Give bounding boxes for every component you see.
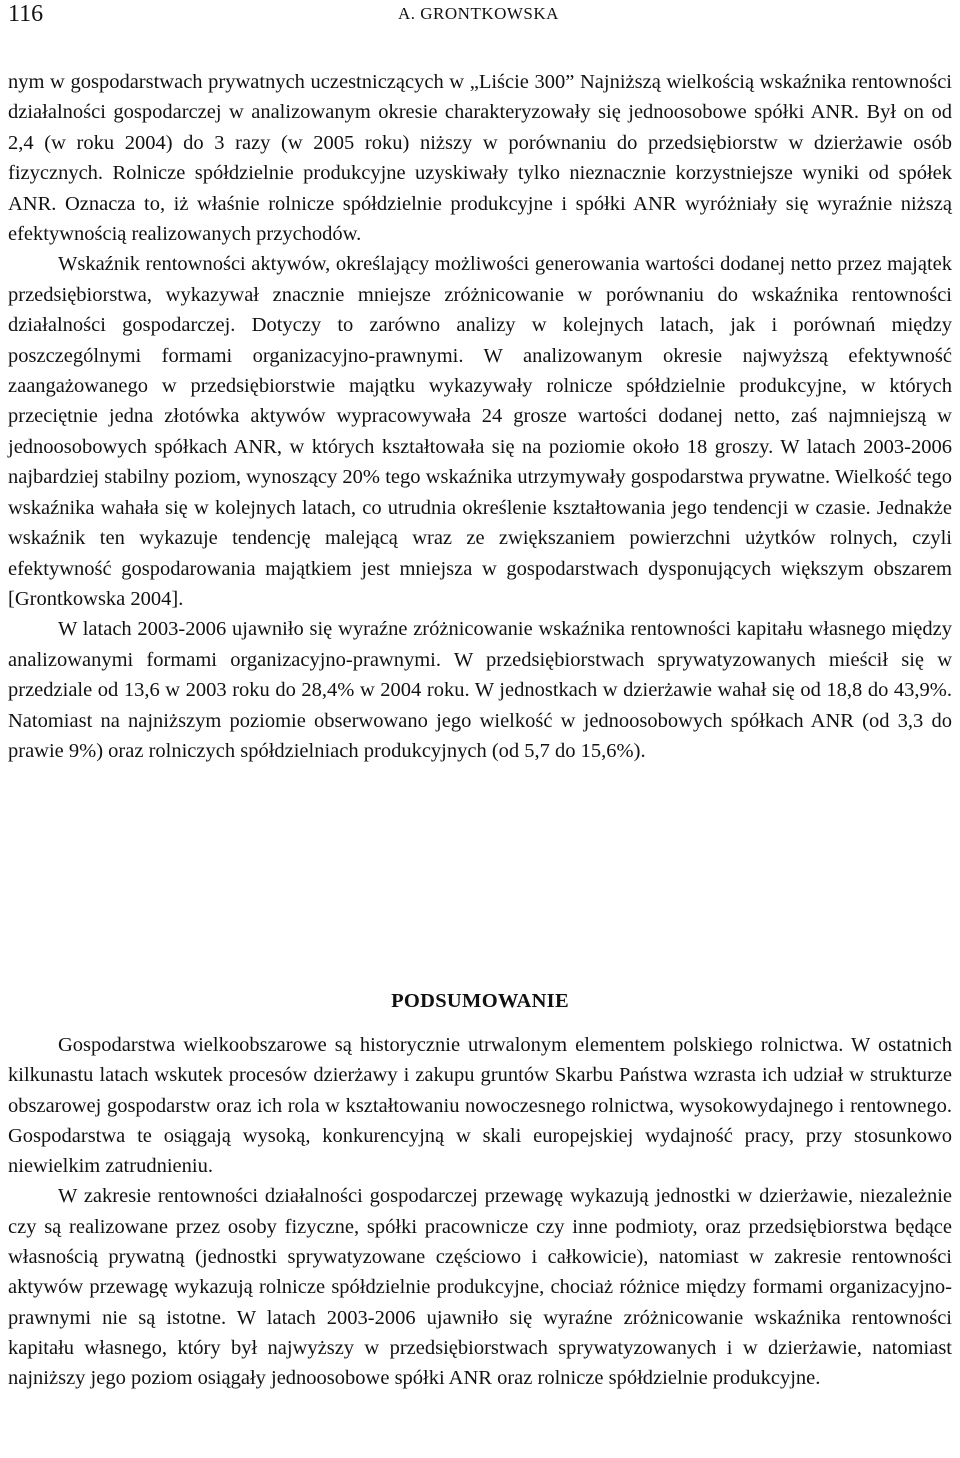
summary-section [8, 1030, 952, 1394]
summary-paragraph-1: Gospodarstwa wielkoobszarowe są historycznie utrwalonym elementem polskiego rolnictwa. W ostatnich kilkunastu latach wskutek procesów dzierżawy i zakupu gruntów Skarbu Państwa wzrasta ich udział w strukturze obszarowej gospodarstw oraz ich rola w kształtowaniu nowoczesnego rolnictwa, wysokowydajnego i rentownego. Gospodarstwa te osiągają wysoką, konkurencyjną w skali europejskiej wydajność pracy, przy stosunkowo niewielkim zatrudnieniu. [8, 1034, 952, 1178]
running-head-author: A. GRONTKOWSKA [398, 4, 559, 23]
summary-paragraph-2: W zakresie rentowności działalności gospodarczej przewagę wykazują jednostki w dzierżawie, niezależnie czy są realizowane przez osoby fizyczne, spółki pracownicze czy inne podmioty, oraz przedsiębiorstwa będące własnością prywatną (jednostki sprywatyzowane częściowo i całkowicie), natomiast w zakresie rentowności aktywów przewagę wykazują rolnicze spółdzielnie produkcyjne, chociaż różnice między formami organizacyjno-prawnymi nie są istotne. W latach 2003-2006 ujawniło się wyraźne zróżnicowanie wskaźnika rentowności kapitału własnego, który był najwyższy w przedsiębiorstwach sprywatyzowanych i w dzierżawie, natomiast najniższy jego poziom osiągały jednoosobowe spółki ANR oraz rolnicze spółdzielnie produkcyjne. [8, 1185, 952, 1390]
page-number: 116 [8, 1, 44, 27]
section-heading-summary: PODSUMOWANIE [391, 990, 569, 1012]
main-text [8, 67, 952, 766]
paragraph-assets-profitability: Wskaźnik rentowności aktywów, określający możliwości generowania wartości dodanej netto przez majątek przedsiębiorstwa, wykazywał znacznie mniejsze zróżnicowanie w porównaniu do wskaźnika rentowności działalności gospodarczej. Dotyczy to zarówno analizy w kolejnych latach, jak i porównań między poszczególnymi formami organizacyjno-prawnymi. W analizowanym okresie najwyższą efektywność zaangażowanego w przedsiębiorstwie majątku wykazywały rolnicze spółdzielnie produkcyjne, w których przeciętnie jedna złotówka aktywów wypracowywała 24 grosze wartości dodanej netto, zaś najmniejszą w jednoosobowych spółkach ANR, w których kształtowała się na poziomie około 18 groszy. W latach 2003-2006 najbardziej stabilny poziom, wynoszący 20% tego wskaźnika utrzymywały gospodarstwa prywatne. Wielkość tego wskaźnika wahała się w kolejnych latach, co utrudnia określenie kształtowania jego tendencji w czasie. Jednakże wskaźnik ten wykazuje tendencję malejącą wraz ze zwiększaniem powierzchni użytków rolnych, czyli efektywność gospodarowania majątkiem jest mniejsza w gospodarstwach dysponujących większym obszarem [Grontkowska 2004]. [8, 253, 952, 610]
running-header [0, 0, 960, 28]
paragraph-equity-profitability: W latach 2003-2006 ujawniło się wyraźne zróżnicowanie wskaźnika rentowności kapitału własnego między analizowanymi formami organizacyjno-prawnymi. W przedsiębiorstwach sprywatyzowanych mieścił się w przedziale od 13,6 w 2003 roku do 28,4% w 2004 roku. W jednostkach w dzierżawie wahał się od 18,8 do 43,9%. Natomiast na najniższym poziomie obserwowano jego wielkość w jednoosobowych spółkach ANR (od 3,3 do prawie 9%) oraz rolniczych spółdzielniach produkcyjnych (od 5,7 do 15,6%). [8, 618, 952, 762]
paragraph-continuation: nym w gospodarstwach prywatnych uczestniczących w „Liście 300” Najniższą wielkością wskaźnika rentowności działalności gospodarczej w analizowanym okresie charakteryzowały się jednoosobowe spółki ANR. Był on od 2,4 (w roku 2004) do 3 razy (w 2005 roku) niższy w porównaniu do przedsiębiorstw w dzierżawie osób fizycznych. Rolnicze spółdzielnie produkcyjne uzyskiwały tylko nieznacznie korzystniejsze wyniki od spółek ANR. Oznacza to, iż właśnie rolnicze spółdzielnie produkcyjne i spółki ANR wyróżniały się wyraźnie niższą efektywnością realizowanych przychodów. [8, 71, 952, 246]
